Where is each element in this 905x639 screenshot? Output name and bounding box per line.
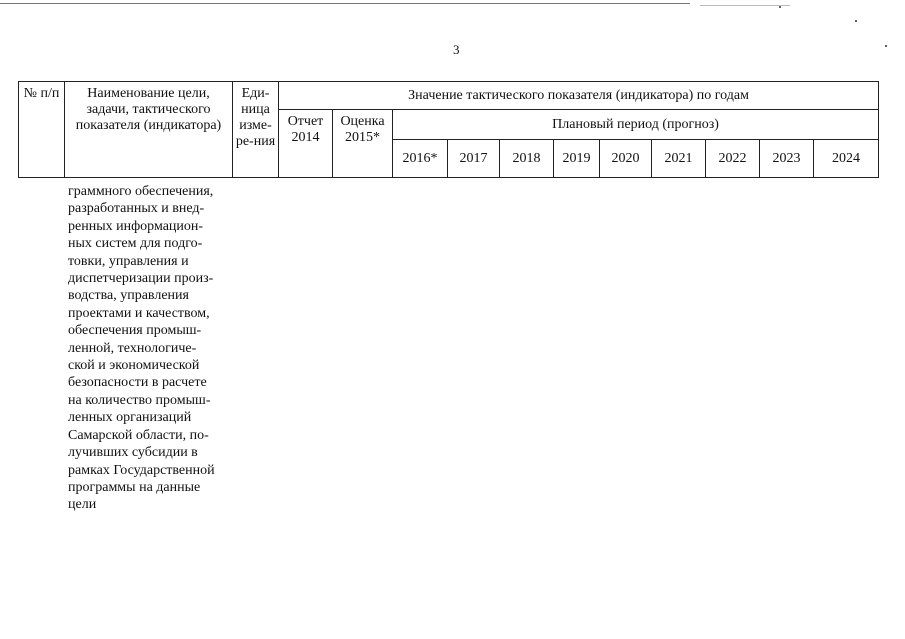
text-line: безопасности в расчете — [68, 375, 207, 391]
page-number: 3 — [453, 42, 460, 57]
col-header-year: 2024 — [814, 140, 879, 178]
text-line: цели — [68, 497, 97, 513]
indicator-table-header — [18, 81, 879, 178]
col-header-values: Значение тактического показателя (индикатора) по годам — [279, 82, 879, 110]
text-line: Самарской области, по- — [68, 427, 209, 443]
col-header-number: № п/п — [19, 82, 65, 178]
text-line: проектами и качеством, — [68, 305, 210, 321]
indicator-description — [68, 183, 229, 514]
text-line: водства, управления — [68, 288, 189, 304]
text-line: ской и экономической — [68, 358, 200, 374]
scan-speck — [885, 45, 887, 47]
text-line: лучивших субсидии в — [68, 445, 198, 461]
text-line: рамках Государственной — [68, 462, 215, 478]
scan-speck — [855, 20, 857, 22]
text-line: ных систем для подго- — [68, 236, 203, 252]
text-line: товки, управления и — [68, 253, 189, 269]
col-header-year: 2022 — [706, 140, 760, 178]
col-header-year: 2023 — [760, 140, 814, 178]
scan-edge-line — [0, 3, 690, 4]
text-line: обеспечения промыш- — [68, 323, 202, 339]
col-header-plan-period: Плановый период (прогноз) — [393, 110, 879, 140]
col-header-estimate-2015: Оценка 2015* — [333, 110, 393, 178]
col-header-year: 2018 — [500, 140, 554, 178]
text-line: граммного обеспечения, — [68, 184, 214, 199]
col-header-year: 2017 — [448, 140, 500, 178]
scan-edge-line — [700, 5, 790, 6]
text-line: программы на данные — [68, 479, 201, 495]
text-line: разработанных и внед- — [68, 201, 205, 217]
col-header-report-2014: Отчет 2014 — [279, 110, 333, 178]
col-header-name: Наименование цели, задачи, тактического показателя (индикатора) — [65, 82, 233, 178]
text-line: ленной, технологиче- — [68, 340, 197, 356]
col-header-year: 2016* — [393, 140, 448, 178]
text-line: на количество промыш- — [68, 392, 211, 408]
col-header-year: 2020 — [600, 140, 652, 178]
col-header-unit: Еди-ница изме-ре-ния — [233, 82, 279, 178]
text-line: диспетчеризации произ- — [68, 271, 214, 287]
col-header-year: 2019 — [554, 140, 600, 178]
text-line: ленных организаций — [68, 410, 192, 426]
text-line: ренных информацион- — [68, 218, 204, 234]
scan-speck — [779, 6, 781, 8]
col-header-year: 2021 — [652, 140, 706, 178]
